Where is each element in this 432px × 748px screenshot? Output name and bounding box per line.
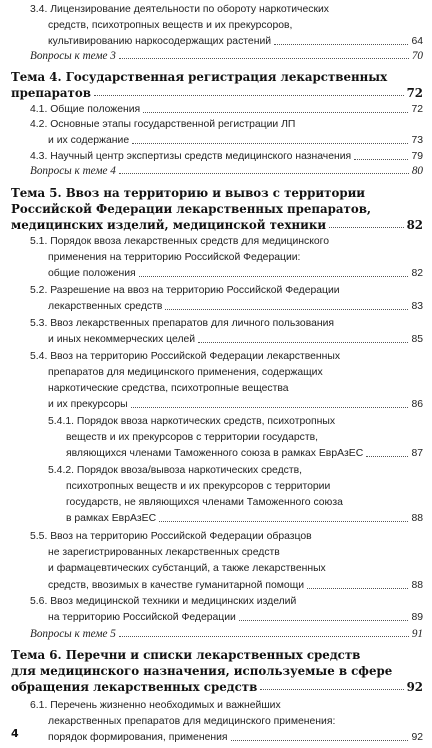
toc-entry-text: 4.2. Основные этапы государственной регистрации ЛП — [30, 119, 296, 130]
dot-leader — [94, 95, 404, 96]
toc-page-number: 92 — [406, 680, 423, 694]
toc-entry-line[interactable] — [0, 698, 432, 714]
toc-entry-line[interactable] — [0, 626, 432, 642]
toc-entry-text: лекарственных средств — [48, 301, 163, 312]
toc-entry-line[interactable] — [0, 511, 432, 527]
toc-entry-text: 5.5. Ввоз на территорию Российской Федерации образцов — [30, 531, 312, 542]
toc-entry-line[interactable] — [0, 102, 432, 118]
toc-heading-line[interactable] — [0, 679, 432, 695]
toc-entry-line[interactable] — [0, 266, 432, 282]
toc-entry-text: 5.4. Ввоз на территорию Российской Федерации лекарственных — [30, 351, 341, 362]
toc-page-number: 72 — [411, 104, 423, 115]
toc-page-number: 87 — [411, 448, 423, 459]
toc-entry-line[interactable] — [0, 250, 432, 266]
dot-leader — [139, 276, 408, 277]
toc-entry-line[interactable] — [0, 714, 432, 730]
toc-page-number: 88 — [411, 513, 423, 524]
toc-entry-line[interactable] — [0, 414, 432, 430]
toc-entry-text: не зарегистрированных лекарственных средств — [48, 547, 280, 558]
toc-entry-text: Тема 5. Ввоз на территорию и вывоз с территории — [11, 186, 366, 200]
toc-page-number: 89 — [411, 612, 423, 623]
toc-entry-text: средств, ввозимых в качестве гуманитарной помощи — [48, 580, 305, 591]
toc-entry-text: и их прекурсоры — [48, 399, 128, 410]
toc-entry-text: 5.6. Ввоз медицинской техники и медицинских изделий — [30, 596, 297, 607]
toc-entry-text: средств, психотропных веществ и их прекурсоров, — [48, 20, 293, 31]
toc-entry-line[interactable] — [0, 234, 432, 250]
toc-entry-text: Тема 6. Перечни и списки лекарственных средств — [11, 648, 361, 662]
dot-leader — [143, 112, 408, 113]
dot-leader — [159, 521, 408, 522]
toc-entry-line[interactable] — [0, 299, 432, 315]
toc-entry-text: общие положения — [48, 268, 136, 279]
toc-entry-line[interactable] — [0, 397, 432, 413]
toc-entry-text: 4.3. Научный центр экспертизы средств медицинского назначения — [30, 151, 352, 162]
toc-entry-text: медицинских изделий, медицинской техники — [11, 218, 327, 232]
toc-entry-line[interactable] — [0, 117, 432, 133]
toc-entry-text: препаратов — [11, 86, 91, 100]
toc-page-number: 73 — [411, 135, 423, 146]
dot-leader — [329, 227, 404, 228]
toc-entry-text: веществ и их прекурсоров с территории государств, — [66, 432, 319, 443]
toc-entry-text: наркотические средства, психотропные вещества — [48, 383, 289, 394]
toc-page-number: 64 — [411, 36, 423, 47]
page-number: 4 — [11, 727, 19, 740]
toc-page-number: 70 — [411, 50, 423, 62]
toc-entry-line[interactable] — [0, 610, 432, 626]
toc-heading-line[interactable] — [0, 185, 432, 201]
toc-heading-line[interactable] — [0, 69, 432, 85]
dot-leader — [307, 588, 408, 589]
toc-entry-line[interactable] — [0, 495, 432, 511]
dot-leader — [132, 143, 408, 144]
toc-entry-text: 3.4. Лицензирование деятельности по обороту наркотических — [30, 4, 329, 15]
toc-page-number: 83 — [411, 301, 423, 312]
toc-entry-text: 5.3. Ввоз лекарственных препаратов для личного пользования — [30, 318, 335, 329]
toc-entry-text: 5.4.1. Порядок ввоза наркотических средств, психотропных — [48, 416, 336, 427]
toc-entry-text: 4.1. Общие положения — [30, 104, 141, 115]
dot-leader — [366, 456, 408, 457]
toc-entry-text: порядок формирования, применения — [48, 732, 228, 743]
toc-entry-text: на территорию Российской Федерации — [48, 612, 236, 623]
toc-entry-line[interactable] — [0, 163, 432, 179]
dot-leader — [260, 689, 404, 690]
toc-page-number: 82 — [406, 218, 423, 232]
toc-entry-text: и иных некоммерческих целей — [48, 334, 196, 345]
dot-leader — [119, 58, 409, 59]
toc-page-number: 79 — [411, 151, 423, 162]
dot-leader — [274, 44, 408, 45]
toc-entry-line[interactable] — [0, 48, 432, 64]
toc-entry-text: 5.2. Разрешение на ввоз на территорию Российской Федерации — [30, 285, 340, 296]
toc-heading-line[interactable] — [0, 647, 432, 663]
toc-page-number: 80 — [411, 165, 423, 177]
dot-leader — [239, 620, 408, 621]
toc-page-number: 85 — [411, 334, 423, 345]
toc-page-number: 82 — [411, 268, 423, 279]
toc-entry-text: обращения лекарственных средств — [11, 680, 258, 694]
toc-entry-text: и их содержание — [48, 135, 130, 146]
toc-heading-line[interactable] — [0, 663, 432, 679]
toc-entry-line[interactable] — [0, 594, 432, 610]
toc-heading-line[interactable] — [0, 201, 432, 217]
toc-page-number: 72 — [406, 86, 423, 100]
toc-entry-text: Вопросы к теме 4 — [30, 165, 116, 177]
toc-entry-text: культивированию наркосодержащих растений — [48, 36, 272, 47]
toc-page-number: 92 — [411, 732, 423, 743]
toc-page-number: 91 — [411, 628, 423, 640]
toc-entry-text: 5.4.2. Порядок ввоза/вывоза наркотических средств, — [48, 465, 303, 476]
toc-heading-line[interactable] — [0, 217, 432, 233]
toc-entry-text: психотропных веществ и их прекурсоров с территории — [66, 481, 331, 492]
toc-entry-text: 5.1. Порядок ввоза лекарственных средств для медицинского — [30, 236, 329, 247]
toc-entry-text: Вопросы к теме 3 — [30, 50, 116, 62]
toc-entry-line[interactable] — [0, 133, 432, 149]
toc-heading-line[interactable] — [0, 85, 432, 101]
toc-entry-text: Вопросы к теме 5 — [30, 628, 116, 640]
toc-entry-line[interactable] — [0, 730, 432, 746]
toc-entry-text: применения на территорию Российской Федерации: — [48, 252, 301, 263]
toc-entry-line[interactable] — [0, 430, 432, 446]
toc-entry-text: 6.1. Перечень жизненно необходимых и важнейших — [30, 700, 281, 711]
toc-entry-text: для медицинского назначения, используемые в сфере — [11, 664, 393, 678]
dot-leader — [119, 173, 409, 174]
toc-entry-text: государств, не являющихся членами Таможенного союза — [66, 497, 343, 508]
dot-leader — [354, 159, 408, 160]
toc-entry-line[interactable] — [0, 349, 432, 365]
toc-entry-line[interactable] — [0, 463, 432, 479]
toc-page-number: 86 — [411, 399, 423, 410]
toc-entry-line[interactable] — [0, 18, 432, 34]
toc-entry-text: и фармацевтических субстанций, а также лекарственных — [48, 563, 326, 574]
toc-entry-text: являющихся членами Таможенного союза в рамках ЕврАзЕС — [66, 448, 364, 459]
toc-page-number: 88 — [411, 580, 423, 591]
dot-leader — [198, 342, 408, 343]
dot-leader — [131, 407, 408, 408]
toc-entry-text: в рамках ЕврАзЕС — [66, 513, 157, 524]
toc-entry-line[interactable] — [0, 2, 432, 18]
toc-entry-line[interactable] — [0, 316, 432, 332]
dot-leader — [165, 309, 408, 310]
toc-entry-line[interactable] — [0, 381, 432, 397]
toc-entry-text: Тема 4. Государственная регистрация лекарственных — [11, 70, 388, 84]
toc-entry-line[interactable] — [0, 561, 432, 577]
dot-leader — [231, 740, 408, 741]
toc-entry-text: лекарственных препаратов для медицинского применения: — [48, 716, 336, 727]
toc-entry-line[interactable] — [0, 479, 432, 495]
toc-entry-line[interactable] — [0, 283, 432, 299]
toc-entry-line[interactable] — [0, 365, 432, 381]
toc-entry-line[interactable] — [0, 332, 432, 348]
toc-entry-text: препаратов для медицинского применения, содержащих — [48, 367, 323, 378]
toc-entry-line[interactable] — [0, 446, 432, 462]
toc-entry-line[interactable] — [0, 545, 432, 561]
toc-entry-line[interactable] — [0, 578, 432, 594]
toc-entry-line[interactable] — [0, 529, 432, 545]
toc-entry-text: Российской Федерации лекарственных препаратов, — [11, 202, 372, 216]
dot-leader — [119, 636, 409, 637]
